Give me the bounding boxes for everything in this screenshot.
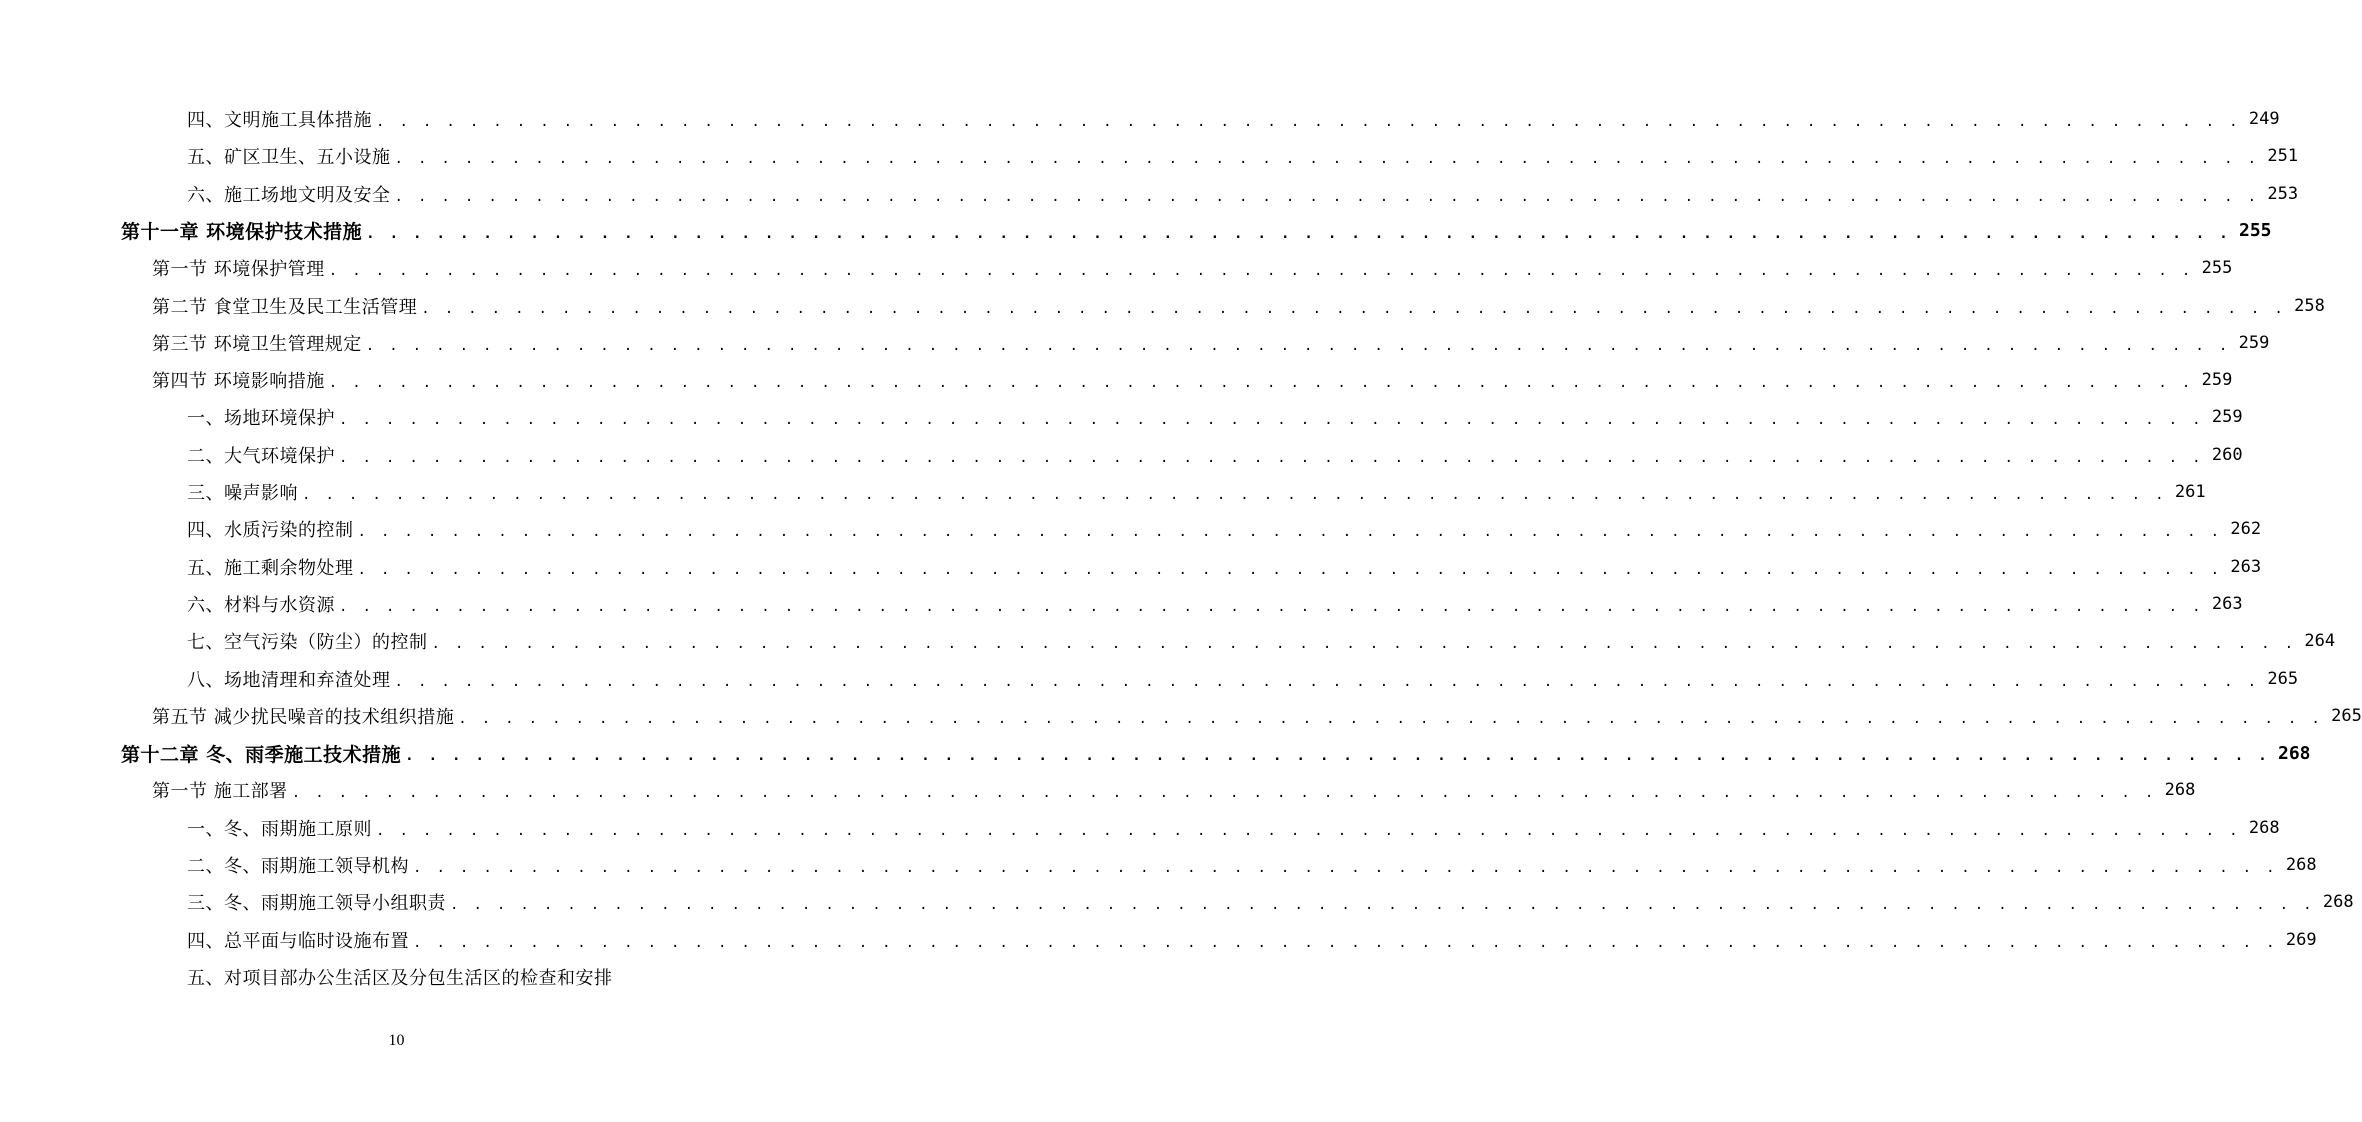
toc-entry-title: 第四节 环境影响措施 — [152, 371, 325, 393]
toc-dot-leader: . . . . . . . . . . . . . . . . . . . . . . . . . . . . . . . . . . . . . . . . . . . . . . . . . . . . . . . . . . . . . . . . . . . . . . . . . . . . . . . . — [339, 412, 2204, 429]
toc-dot-leader: . . . . . . . . . . . . . . . . . . . . . . . . . . . . . . . . . . . . . . . . . . . . . . . . . . . . . . . . . . . . . . . . . . . . . . . . . . . . . . . . — [413, 860, 2278, 876]
toc-entry-page: 251 — [2267, 146, 2299, 167]
toc-entry[interactable] — [187, 399, 2243, 436]
toc-entry[interactable] — [187, 585, 2243, 622]
toc-entry-title: 第五节 减少扰民噪音的技术组织措施 — [152, 706, 455, 728]
toc-entry-page: 261 — [2174, 482, 2206, 502]
toc-entry-page: 258 — [2294, 295, 2325, 316]
toc-dot-leader: . . . . . . . . . . . . . . . . . . . . . . . . . . . . . . . . . . . . . . . . . . . . . . . . . . . . . . . . . . . . . . . . . . . . . . . . . . . . . . . . — [339, 598, 2204, 615]
toc-dot-leader: . . . . . . . . . . . . . . . . . . . . . . . . . . . . . . . . . . . . . . . . . . . . . . . . . . . . . . . . . . . . . . . . . . . . . . . . . . . . . . . . — [421, 300, 2287, 317]
toc-entry-title: 四、总平面与临时设施布置 — [187, 930, 409, 952]
toc-entry-page: 264 — [2304, 631, 2336, 652]
toc-dot-leader: . . . . . . . . . . . . . . . . . . . . . . . . . . . . . . . . . . . . . . . . . . . . . . . . . . . . . . . . . . . . . . . . . . . . . . . . . . . . . . . . — [357, 561, 2223, 578]
toc-entry-page: 259 — [2211, 407, 2243, 428]
toc-entry[interactable] — [121, 735, 2311, 772]
toc-entry-page: 253 — [2267, 183, 2299, 204]
toc-dot-leader: . . . . . . . . . . . . . . . . . . . . . . . . . . . . . . . . . . . . . . . . . . . . . . . . . . . . . . . . . . . . . . . . . . . . . . . . . . . . . . . . — [450, 897, 2315, 914]
toc-dot-leader: . . . . . . . . . . . . . . . . . . . . . . . . . . . . . . . . . . . . . . . . . . . . . . . . . . . . . . . . . . . . . . . . . . . . . . . . . . . . . . . . — [413, 934, 2278, 951]
toc-entry-title: 四、文明施工具体措施 — [187, 110, 372, 131]
toc-dot-leader: . . . . . . . . . . . . . . . . . . . . . . . . . . . . . . . . . . . . . . . . . . . . . . . . . . . . . . . . . . . . . . . . . . . . . . . . . . . . . . . . — [405, 748, 2270, 765]
toc-entry[interactable] — [187, 958, 675, 995]
toc-entry-page: 268 — [2164, 780, 2196, 801]
toc-dot-leader: . . . . . . . . . . . . . . . . . . . . . . . . . . . . . . . . . . . . . . . . . . . . . . . . . . . . . . . . . . . . . . . . . . . . . . . . . . . . . . . . — [365, 337, 2231, 354]
toc-entry-page: 268 — [2285, 855, 2317, 875]
toc-dot-leader: . . . . . . . . . . . . . . . . . . . . . . . . . . . . . . . . . . . . . . . . . . . . . . . . . . . . . . . . . . . . . . . . . . . . . . . . . . . . . . . . — [376, 822, 2241, 839]
toc-entry-page: 268 — [2248, 817, 2280, 838]
toc-entry[interactable] — [187, 921, 2317, 958]
toc-entry-page: 263 — [2230, 556, 2262, 577]
toc-entry[interactable] — [152, 362, 2233, 399]
toc-dot-leader: . . . . . . . . . . . . . . . . . . . . . . . . . . . . . . . . . . . . . . . . . . . . . . . . . . . . . . . . . . . . . . . . . . . . . . . . . . . . . . . . — [431, 636, 2297, 653]
toc-entry-title: 六、施工场地文明及安全 — [187, 184, 391, 206]
toc-entry-title: 四、水质污染的控制 — [187, 520, 354, 542]
toc-entry[interactable] — [152, 697, 2362, 734]
toc-dot-leader: . . . . . . . . . . . . . . . . . . . . . . . . . . . . . . . . . . . . . . . . . . . . . . . . . . . . . . . . . . . . . . . . . . . . . . . . . . . . . . . . — [328, 263, 2194, 280]
toc-entry[interactable] — [152, 287, 2325, 324]
toc-entry-title: 八、场地清理和弃渣处理 — [187, 669, 391, 691]
toc-entry-page: 255 — [2239, 220, 2272, 242]
toc-dot-leader: . . . . . . . . . . . . . . . . . . . . . . . . . . . . . . . . . . . . . . . . . . . . . . . . . . . . . . . . . . . . . . . . . . . . . . . . . . . . . . . . — [394, 673, 2260, 690]
toc-entry-title: 三、噪声影响 — [187, 483, 298, 504]
toc-entry-title: 第一节 环境保护管理 — [152, 259, 325, 281]
toc-entry-title: 三、冬、雨期施工领导小组职责 — [187, 893, 446, 915]
toc-entry-page: 259 — [2201, 370, 2233, 391]
toc-entry[interactable] — [187, 138, 2299, 175]
toc-dot-leader: . . . . . . . . . . . . . . . . . . . . . . . . . . . . . . . . . . . . . . . . . . . . . . . . . . . . . . . . . . . . . . . . . . . . . . . . . . . . . . . . — [458, 710, 2324, 727]
toc-entry[interactable] — [187, 511, 2262, 548]
toc-entry-title: 第一节 施工部署 — [152, 781, 288, 803]
toc-entry-title: 二、冬、雨期施工领导机构 — [187, 856, 409, 877]
toc-entry-title: 二、大气环境保护 — [187, 445, 335, 467]
toc-dot-leader: . . . . . . . . . . . . . . . . . . . . . . . . . . . . . . . . . . . . . . . . . . . . . . . . . . . . . . . . . . . . . . . . . . . . . . . . . . . . . . . . — [302, 487, 2167, 503]
toc-entry-title: 第二节 食堂卫生及民工生活管理 — [152, 296, 418, 318]
toc-dot-leader: . . . . . . . . . . . . . . . . . . . . . . . . . . . . . . . . . . . . . . . . . . . . . . . . . . . . . . . . . . . . . . . . . . . . . . . . . . . . . . . . — [339, 449, 2204, 466]
toc-entry-page: 269 — [2285, 929, 2317, 950]
page-number: 10 — [388, 1032, 405, 1049]
toc-entry[interactable] — [187, 474, 2206, 511]
toc-entry[interactable] — [187, 884, 2354, 921]
toc-entry-title: 五、对项目部办公生活区及分包生活区的检查和安排 — [187, 967, 613, 989]
toc-entry-title: 五、矿区卫生、五小设施 — [187, 147, 391, 169]
toc-entry-page: 259 — [2238, 332, 2270, 353]
toc-entry[interactable] — [121, 212, 2272, 249]
toc-entry-page: 263 — [2211, 593, 2243, 614]
toc-entry[interactable] — [187, 436, 2243, 473]
toc-entry-title: 一、场地环境保护 — [187, 408, 335, 430]
toc-entry-title: 六、材料与水资源 — [187, 594, 335, 616]
toc-entry-page: 265 — [2331, 705, 2362, 726]
toc-dot-leader: . . . . . . . . . . . . . . . . . . . . . . . . . . . . . . . . . . . . . . . . . . . . . . . . . . . . . . . . . . . . . . . . . . . . . . . . . . . . . . . . — [376, 114, 2241, 130]
toc-entry[interactable] — [187, 101, 2280, 138]
toc-entry-title: 第十二章 冬、雨季施工技术措施 — [121, 743, 402, 766]
toc-entry-page: 255 — [2201, 258, 2233, 279]
toc-entry[interactable] — [187, 175, 2299, 212]
toc-entry-title: 一、冬、雨期施工原则 — [187, 818, 372, 840]
toc-entry-title: 第十一章 环境保护技术措施 — [121, 221, 363, 244]
toc-entry-title: 五、施工剩余物处理 — [187, 557, 354, 579]
toc-entry[interactable] — [152, 324, 2270, 361]
toc-entry[interactable] — [152, 772, 2196, 809]
toc-entry-page: 249 — [2248, 109, 2280, 129]
toc-entry-page: 268 — [2278, 742, 2311, 764]
toc-entry-title: 第三节 环境卫生管理规定 — [152, 333, 362, 355]
toc-entry[interactable] — [187, 847, 2317, 884]
toc-entry[interactable] — [187, 623, 2336, 660]
toc-dot-leader: . . . . . . . . . . . . . . . . . . . . . . . . . . . . . . . . . . . . . . . . . . . . . . . . . . . . . . . . . . . . . . . . . . . . . . . . . . . . . . . . — [366, 225, 2231, 242]
toc-entry-page: 260 — [2211, 444, 2243, 465]
toc-dot-leader: . . . . . . . . . . . . . . . . . . . . . . . . . . . . . . . . . . . . . . . . . . . . . . . . . . . . . . . . . . . . . . . . . . . . . . . . . . . . . . . . — [357, 524, 2223, 541]
toc-entry-page: 265 — [2267, 668, 2299, 689]
toc-entry-title: 七、空气污染（防尘）的控制 — [187, 632, 428, 654]
toc-dot-leader: . . . . . . . . . . . . . . . . . . . . . . . . . . . . . . . . . . . . . . . . . . . . . . . . . . . . . . . . . . . . . . . . . . . . . . . . . . . . . . . . — [394, 151, 2260, 168]
toc-dot-leader: . . . . . . . . . . . . . . . . . . . . . . . . . . . . . . . . . . . . . . . . . . . . . . . . . . . . . . . . . . . . . . . . . . . . . . . . . . . . . . . . — [291, 785, 2157, 802]
toc-entry-page: 268 — [2322, 892, 2354, 913]
toc-dot-leader: . . . . . . . . . . . . . . . . . . . . . . . . . . . . . . . . . . . . . . . . . . . . . . . . . . . . . . . . . . . . . . . . . . . . . . . . . . . . . . . . — [328, 375, 2194, 392]
toc-entry[interactable] — [187, 548, 2262, 585]
toc-dot-leader: . . . . . . . . . . . . . . . . . . . . . . . . . . . . . . . . . . . . . . . . . . . . . . . . . . . . . . . . . . . . . . . . . . . . . . . . . . . . . . . . — [394, 188, 2260, 205]
toc-entry[interactable] — [187, 809, 2280, 846]
toc-entry[interactable] — [152, 250, 2233, 287]
toc-entry[interactable] — [187, 660, 2299, 697]
toc-entry-page: 262 — [2230, 519, 2262, 540]
